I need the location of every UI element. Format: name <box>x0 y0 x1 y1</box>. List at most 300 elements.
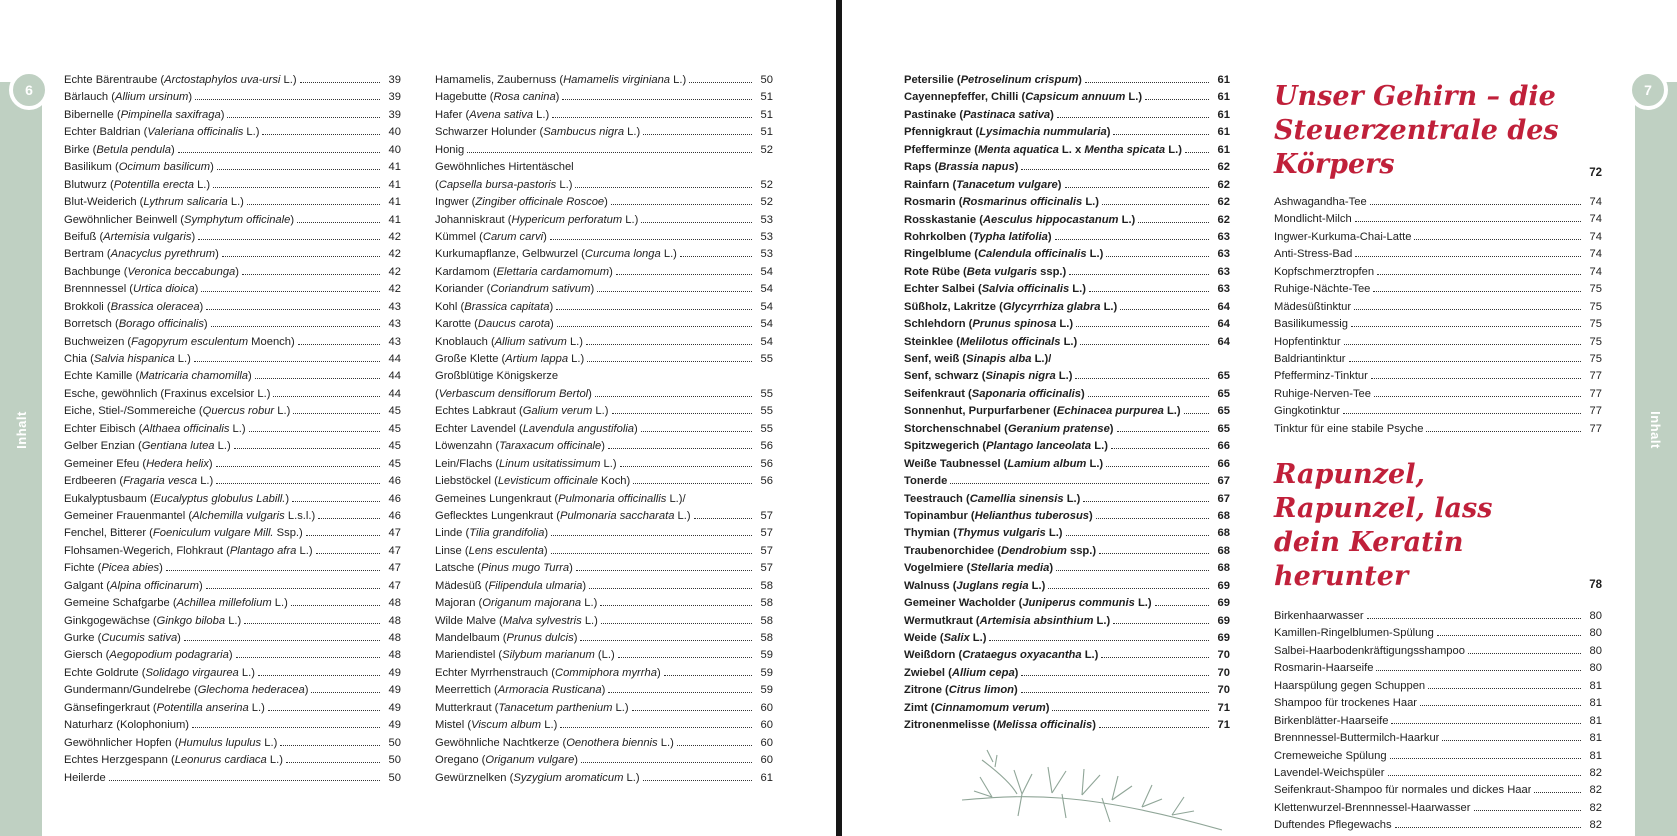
toc-entry <box>64 264 401 281</box>
entry-page-number: 51 <box>760 108 773 121</box>
dot-leader <box>227 117 380 118</box>
entry-name <box>1274 351 1346 368</box>
entry-page-number: 61 <box>1217 74 1230 86</box>
entry-name <box>435 264 613 281</box>
entry-page-number: 44 <box>388 353 401 365</box>
entry-page-number: 44 <box>388 370 401 383</box>
entry-text: Hamamelis, Zaubernuss ( <box>435 74 564 86</box>
dot-leader <box>562 99 752 100</box>
entry-page-number: 80 <box>1589 627 1602 640</box>
entry-page-number: 75 <box>1589 283 1602 296</box>
entry-name <box>904 613 1110 630</box>
entry-page-number: 47 <box>388 544 401 557</box>
dot-leader <box>1106 466 1209 467</box>
entry-text: Lavendel-Weichspüler <box>1274 766 1385 779</box>
entry-latin-name: Carum carvi <box>482 230 544 243</box>
toc-entry <box>435 752 773 769</box>
entry-name <box>64 508 315 525</box>
entry-name <box>64 595 288 612</box>
dot-leader <box>1096 518 1209 519</box>
entry-name <box>1274 368 1368 385</box>
entry-latin-name: Leonurus cardiaca <box>174 754 267 767</box>
entry-text: L.) <box>1086 457 1104 470</box>
entry-name <box>1274 316 1348 333</box>
entry-text: Traubenorchidee ( <box>904 544 1001 557</box>
toc-entry <box>64 124 401 141</box>
entry-latin-name: Hamamelis virginiana <box>563 74 671 86</box>
entry-text: ( <box>435 178 439 191</box>
entry-name <box>64 717 189 734</box>
entry-latin-name: Echinacea purpurea <box>1056 405 1164 418</box>
entry-name <box>435 334 583 351</box>
entry-name <box>64 72 297 89</box>
entry-page-number: 77 <box>1589 422 1602 435</box>
dot-leader <box>680 256 752 257</box>
entry-page-number: 77 <box>1589 370 1602 383</box>
toc-entry <box>435 543 773 560</box>
entry-name <box>64 473 213 490</box>
entry-text: ) <box>1014 161 1019 174</box>
entry-text: Brokkoli ( <box>64 300 111 313</box>
entry-text: Pfefferminze ( <box>904 143 978 156</box>
entry-name <box>435 421 638 438</box>
toc-entry <box>1274 281 1602 298</box>
entry-page-number: 55 <box>760 422 773 435</box>
entry-page-number: 54 <box>760 318 773 331</box>
dot-leader <box>1066 535 1209 536</box>
toc-entry <box>904 194 1230 211</box>
toc-entry <box>435 630 773 647</box>
entry-page-number: 62 <box>1217 178 1230 191</box>
entry-page-number: 40 <box>388 126 401 139</box>
entry-text: Zimt ( <box>904 701 935 714</box>
entry-page-number: 50 <box>388 771 401 784</box>
entry-page-number: 54 <box>760 265 773 278</box>
entry-name <box>64 246 219 263</box>
toc-entry <box>435 403 773 420</box>
entry-text: ( <box>435 387 439 400</box>
entry-page-number: 42 <box>388 248 401 261</box>
entry-text: ) <box>609 265 613 278</box>
entry-text: L.) <box>227 196 244 209</box>
toc-entry <box>904 543 1230 560</box>
entry-page-number: 47 <box>388 562 401 575</box>
entry-text: Kardamom ( <box>435 265 497 278</box>
entry-name <box>435 351 584 368</box>
entry-name <box>64 665 255 682</box>
section-title-line: Unser Gehirn – die <box>1274 81 1556 112</box>
entry-latin-name: Geranium pratense <box>1007 422 1110 435</box>
entry-name <box>435 194 608 211</box>
toc-entry <box>435 194 773 211</box>
entry-text: Schlehdorn ( <box>904 318 973 331</box>
entry-text: ) <box>543 544 548 557</box>
entry-latin-name: Alchemilla vulgaris <box>192 509 285 522</box>
toc-entry <box>1274 678 1602 695</box>
entry-text: Seifenkraut-Shampoo für normales und dickes Haar <box>1274 784 1532 797</box>
entry-text: L.) <box>271 597 288 610</box>
entry-text: Schwarzer Holunder ( <box>435 126 544 139</box>
entry-text: L.) <box>214 440 231 453</box>
entry-name <box>64 299 203 316</box>
entry-text: ) <box>555 91 560 104</box>
toc-entry <box>1274 608 1602 625</box>
toc-entry <box>1274 765 1602 782</box>
dot-leader <box>318 518 380 519</box>
entry-text: ) <box>220 108 225 121</box>
entry-text: Knoblauch ( <box>435 335 495 348</box>
entry-text: Echter Lavendel ( <box>435 422 523 435</box>
entry-latin-name: Crataegus oxyacantha <box>962 649 1082 662</box>
entry-page-number: 71 <box>1217 701 1230 714</box>
entry-page-number: 61 <box>760 771 773 784</box>
entry-text: ) <box>590 283 595 296</box>
entry-text: Thymian ( <box>904 527 957 540</box>
entry-latin-name: Valeriana officinalis <box>147 126 244 139</box>
entry-latin-name: Commiphora myrrha <box>555 666 657 679</box>
dot-leader <box>1355 256 1581 257</box>
entry-name <box>435 735 674 752</box>
toc-entry <box>64 403 401 420</box>
entry-name <box>435 770 640 787</box>
dot-leader <box>1414 239 1581 240</box>
entry-latin-name: Plantago afra <box>229 544 297 557</box>
entry-latin-name: Levisticum officinale <box>497 475 598 488</box>
entry-latin-name: Plantago lanceolata <box>986 440 1092 453</box>
entry-text: ) <box>1092 719 1096 732</box>
entry-text: ) <box>1047 230 1052 243</box>
toc-entry <box>435 456 773 473</box>
entry-text: L.) <box>1056 318 1074 331</box>
entry-name <box>435 299 553 316</box>
entry-name <box>904 334 1077 351</box>
entry-page-number: 50 <box>388 754 401 767</box>
entry-text: Kamillen-Ringelblumen-Spülung <box>1274 627 1434 640</box>
toc-entry <box>64 543 401 560</box>
entry-text: Buchweizen ( <box>64 335 132 348</box>
toc-entry <box>1274 730 1602 747</box>
entry-name <box>64 682 308 699</box>
entry-latin-name: Linum usitatissimum <box>499 457 601 470</box>
entry-name <box>1274 421 1423 438</box>
entry-page-number: 50 <box>388 736 401 749</box>
dot-leader <box>1117 431 1209 432</box>
dot-leader <box>293 413 380 414</box>
dot-leader <box>1391 723 1581 724</box>
entry-latin-name: Prunus spinosa <box>972 318 1057 331</box>
entry-latin-name: Aesculus hippocastanum <box>982 213 1119 226</box>
entry-name <box>904 212 1135 229</box>
entry-text: ) <box>604 196 608 209</box>
toc-entry <box>1274 713 1602 730</box>
entry-text: Echter Myrrhenstrauch ( <box>435 666 555 679</box>
entry-latin-name: Typha latifolia <box>973 230 1048 243</box>
entry-page-number: 59 <box>760 684 773 697</box>
entry-name <box>64 89 192 106</box>
entry-page-number: 44 <box>388 387 401 400</box>
entry-page-number: 53 <box>760 213 773 226</box>
entry-name <box>1274 817 1392 834</box>
toc-entry <box>1274 299 1602 316</box>
entry-name <box>64 334 295 351</box>
entry-name <box>904 491 1080 508</box>
entry-text: Gewöhnliches Hirtentäschel <box>435 161 574 174</box>
entry-page-number: 49 <box>388 719 401 732</box>
entry-name <box>904 264 1066 281</box>
entry-name <box>64 630 181 647</box>
dot-leader <box>1021 692 1209 693</box>
toc-entry <box>64 647 401 664</box>
entry-text: Löwenzahn ( <box>435 440 500 453</box>
entry-text: Ingwer-Kurkuma-Chai-Latte <box>1274 230 1412 243</box>
entry-text: ) <box>235 265 239 278</box>
entry-text: Duftendes Pflegewachs <box>1274 819 1392 832</box>
entry-page-number: 62 <box>1217 213 1230 226</box>
entry-text: L.) <box>261 736 278 749</box>
entry-page-number: 54 <box>760 335 773 348</box>
entry-name <box>904 386 1085 403</box>
entry-text: ) <box>574 754 579 767</box>
entry-text: Ruhige-Nächte-Tee <box>1274 283 1371 296</box>
entry-page-number: 75 <box>1589 300 1602 313</box>
entry-latin-name: Armoracia Rusticana <box>497 684 602 697</box>
section-title <box>1274 458 1578 594</box>
entry-page-number: 60 <box>760 719 773 732</box>
entry-latin-name: Helianthus tuberosus <box>974 509 1090 522</box>
entry-latin-name: Humulus lupulus <box>178 736 262 749</box>
dot-leader <box>1374 396 1581 397</box>
entry-page-number: 61 <box>1217 108 1230 121</box>
toc-entry <box>435 124 773 141</box>
entry-text: Esche, gewöhnlich (Fraxinus excelsior L.) <box>64 387 271 400</box>
entry-text: Eukalyptusbaum ( <box>64 492 154 505</box>
dot-leader <box>1351 326 1581 327</box>
entry-page-number: 64 <box>1217 335 1230 348</box>
entry-name <box>904 316 1073 333</box>
entry-name <box>435 508 691 525</box>
entry-latin-name: Lamium album <box>1007 457 1087 470</box>
entry-name <box>904 595 1152 612</box>
entry-text: ) <box>1109 422 1114 435</box>
entry-text: L.) <box>1125 91 1143 104</box>
dot-leader <box>300 82 380 83</box>
dot-leader <box>580 640 752 641</box>
entry-page-number: 52 <box>760 178 773 191</box>
dot-leader <box>1349 361 1581 362</box>
entry-text: L.) <box>225 614 242 627</box>
entry-latin-name: Ocimum basilicum <box>118 161 211 174</box>
dot-leader <box>550 239 752 240</box>
dot-leader <box>1069 274 1209 275</box>
dot-leader <box>316 553 380 554</box>
entry-text: ) <box>304 684 309 697</box>
toc-entry <box>435 264 773 281</box>
entry-page-number: 61 <box>1217 126 1230 139</box>
entry-page-number: 56 <box>760 457 773 470</box>
toc-entry <box>904 630 1230 647</box>
dot-leader <box>1395 827 1581 828</box>
entry-name <box>904 142 1182 159</box>
toc-entry <box>435 770 773 787</box>
entry-page-number: 48 <box>388 614 401 627</box>
entry-text: L.) <box>229 422 246 435</box>
toc-entry <box>64 386 401 403</box>
toc-entry <box>904 525 1230 542</box>
toc-entry <box>435 72 773 89</box>
entry-latin-name: Camellia sinensis <box>969 492 1064 505</box>
entry-text: Johanniskraut ( <box>435 213 512 226</box>
entry-page-number: 65 <box>1217 370 1230 383</box>
entry-text: Echter Baldrian ( <box>64 126 148 139</box>
entry-text: L.) <box>566 335 584 348</box>
dot-leader <box>575 187 752 188</box>
entry-text: Linde ( <box>435 527 470 540</box>
entry-name <box>1274 608 1364 625</box>
entry-page-number: 45 <box>388 440 401 453</box>
entry-text: L.) <box>541 719 558 732</box>
dot-leader <box>166 570 380 571</box>
toc-entry <box>904 647 1230 664</box>
entry-text: ) <box>285 492 290 505</box>
toc-entry <box>1274 246 1602 263</box>
entry-latin-name: Pinus mugo Turra <box>481 562 570 575</box>
toc-entry <box>904 665 1230 682</box>
dot-leader <box>1076 326 1209 327</box>
entry-text: L.) <box>581 614 598 627</box>
dot-leader <box>109 780 380 781</box>
entry-name <box>64 368 252 385</box>
entry-text: L.) <box>1086 248 1104 261</box>
dot-leader <box>589 588 752 589</box>
entry-page-number: 64 <box>1217 300 1230 313</box>
dot-leader <box>1138 222 1209 223</box>
section-items <box>1274 194 1602 438</box>
toc-entry <box>64 177 401 194</box>
toc-entry <box>64 107 401 124</box>
dot-leader <box>1344 344 1581 345</box>
dot-leader <box>557 326 752 327</box>
toc-entry <box>904 473 1230 490</box>
entry-latin-name: Syzygium aromaticum <box>513 771 624 784</box>
entry-page-number: 55 <box>760 353 773 365</box>
toc-entry <box>64 595 401 612</box>
entry-latin-name: Salvia officinalis <box>981 283 1070 296</box>
entry-name <box>435 613 598 630</box>
entry-text: Seifenkraut ( <box>904 387 972 400</box>
toc-entry <box>904 438 1230 455</box>
entry-name <box>64 194 244 211</box>
entry-page-number: 52 <box>760 196 773 209</box>
toc-entry <box>904 177 1230 194</box>
dot-leader <box>1534 792 1581 793</box>
entry-text: Brennnessel ( <box>64 283 134 296</box>
entry-name <box>435 560 573 577</box>
entry-page-number: 60 <box>760 754 773 767</box>
entry-name <box>1274 713 1388 730</box>
toc-entry <box>904 124 1230 141</box>
entry-latin-name: Alpina officinarum <box>110 579 199 592</box>
entry-page-number: 55 <box>760 405 773 418</box>
section-page-number: 72 <box>1589 167 1602 179</box>
entry-page-number: 70 <box>1217 666 1230 679</box>
toc-entry <box>435 578 773 595</box>
entry-name <box>904 508 1093 525</box>
entry-text: Mutterkraut ( <box>435 701 499 714</box>
entry-latin-name: Mentha spicata <box>1084 143 1166 156</box>
entry-text: Echte Goldrute ( <box>64 666 146 679</box>
dot-leader <box>1388 775 1582 776</box>
entry-page-number: 68 <box>1217 509 1230 522</box>
entry-text: L.) <box>624 126 641 139</box>
dot-leader <box>291 605 380 606</box>
entry-text: ) <box>194 283 199 296</box>
entry-name <box>64 578 203 595</box>
dot-leader <box>586 344 752 345</box>
toc-entry <box>904 316 1230 333</box>
entry-page-number: 48 <box>388 649 401 662</box>
entry-latin-name: Pimpinella saxifraga <box>120 108 221 121</box>
entry-text: Klettenwurzel-Brennnessel-Haarwasser <box>1274 801 1471 814</box>
dot-leader <box>1088 396 1209 397</box>
dot-leader <box>1106 256 1209 257</box>
entry-name <box>904 351 1051 368</box>
entry-name <box>435 107 549 124</box>
entry-name <box>904 473 947 490</box>
entry-latin-name: Beta vulgaris <box>966 265 1038 278</box>
entry-latin-name: Artium lappa <box>505 353 569 365</box>
dot-leader <box>1048 588 1209 589</box>
entry-name <box>435 438 605 455</box>
entry-latin-name: Foeniculum vulgare Mill. <box>152 527 274 540</box>
entry-page-number: 75 <box>1589 335 1602 348</box>
entry-latin-name: Artemisia absinthium <box>979 614 1094 627</box>
dot-leader <box>597 291 752 292</box>
dot-leader <box>608 692 752 693</box>
entry-name <box>64 770 106 787</box>
entry-page-number: 54 <box>760 300 773 313</box>
entry-text: Ginkgogewächse ( <box>64 614 157 627</box>
entry-text: L.) <box>1060 335 1078 348</box>
entry-latin-name: Melilotus officinals <box>959 335 1061 348</box>
entry-text: Rote Rübe ( <box>904 265 967 278</box>
entry-name <box>1274 299 1351 316</box>
entry-text: Wermutkraut ( <box>904 614 980 627</box>
entry-latin-name: Tilia grandifolia <box>469 527 545 540</box>
entry-text: Karotte ( <box>435 318 478 331</box>
entry-text: ) <box>1057 178 1062 191</box>
entry-latin-name: Potentilla erecta <box>113 178 194 191</box>
toc-entry <box>904 386 1230 403</box>
dot-leader <box>1099 727 1209 728</box>
entry-text: ) <box>569 562 573 575</box>
entry-page-number: 48 <box>388 597 401 610</box>
toc-entry <box>904 403 1230 420</box>
dot-leader <box>632 710 752 711</box>
entry-text: Sonnenhut, Purpurfarbener ( <box>904 405 1057 418</box>
entry-page-number: 41 <box>388 161 401 174</box>
dot-leader <box>194 361 380 362</box>
entry-page-number: 74 <box>1589 265 1602 278</box>
entry-text: L.) <box>556 178 573 191</box>
entry-text: Liebstöckel ( <box>435 475 498 488</box>
dot-leader <box>1420 705 1581 706</box>
entry-page-number: 82 <box>1589 801 1602 814</box>
entry-name <box>64 491 289 508</box>
toc-entry <box>64 578 401 595</box>
entry-text: ) <box>656 666 661 679</box>
toc-entry <box>1274 625 1602 642</box>
entry-text: ) <box>601 440 605 453</box>
